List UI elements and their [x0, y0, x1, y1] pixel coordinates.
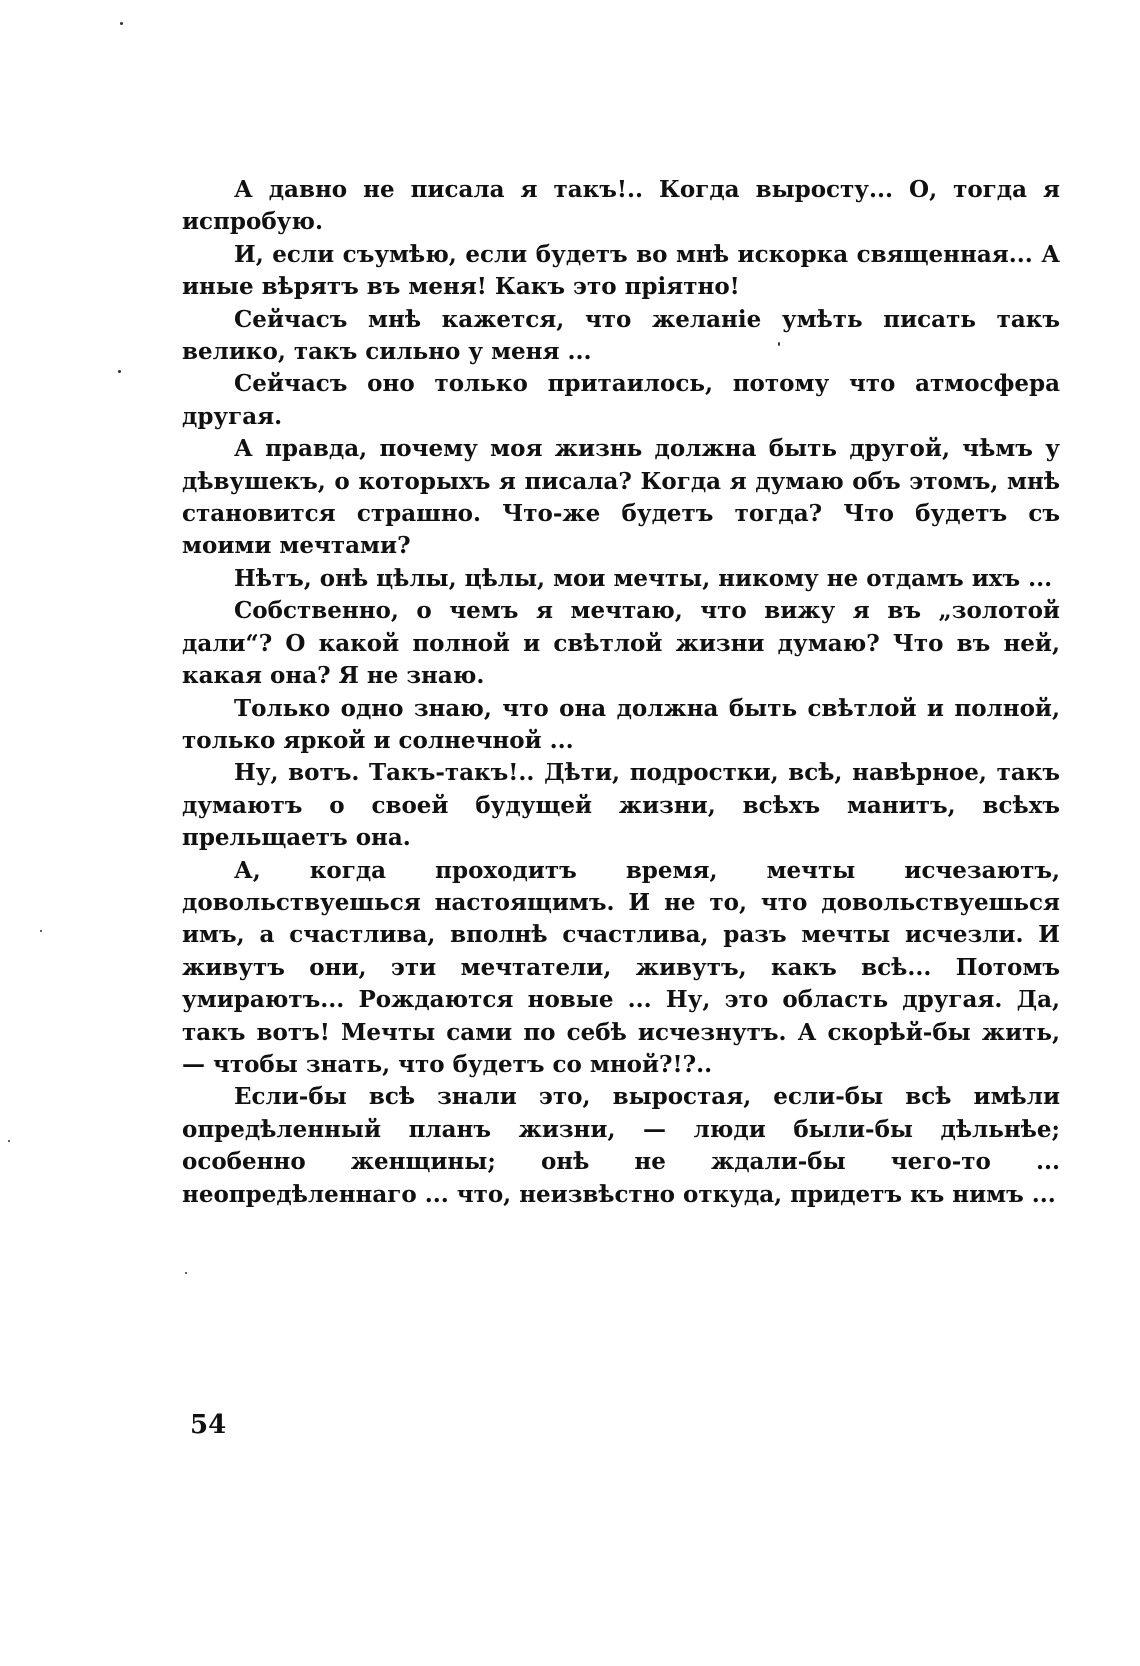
paragraph: Только одно знаю, что она должна быть свѣтлой и полной, только яркой и солнечной ...: [182, 694, 1060, 754]
paragraph: И, если съумѣю, если будетъ во мнѣ искорка священная... А иные вѣрятъ въ меня! Какъ это пріятно!: [182, 240, 1060, 301]
paragraph: А давно не писала я такъ!.. Когда выросту... О, тогда я испробую.: [182, 176, 1060, 236]
paragraph: А правда, почему моя жизнь должна быть другой, чѣмъ у дѣвушекъ, о которыхъ я писала? Когда я думаю объ этомъ, мнѣ становится страшно. Что-же будетъ тогда? Что будетъ съ моими мечтами?: [182, 435, 1060, 560]
body-text: [182, 174, 1060, 1211]
scan-speck: [185, 1272, 187, 1274]
scan-speck: [118, 370, 121, 373]
paragraph: Если-бы всѣ знали это, выростая, если-бы всѣ имѣли опредѣленный планъ жизни, — люди были-бы дѣльнѣе; особенно женщины; онѣ не ждали-бы чего-то ... неопредѣленнаго ... что, неизвѣстно откуда, придетъ къ нимъ ...: [182, 1083, 1060, 1208]
scan-speck: [40, 930, 42, 932]
paragraph: Сейчасъ оно только притаилось, потому что атмосфера другая.: [182, 370, 1060, 430]
paragraph: Нѣтъ, онѣ цѣлы, цѣлы, мои мечты, никому не отдамъ ихъ ...: [234, 564, 1053, 592]
scan-speck: [8, 1140, 10, 1142]
paragraph: Собственно, о чемъ я мечтаю, что вижу я въ „золотой дали“? О какой полной и свѣтлой жизни думаю? Что въ ней, какая она? Я не знаю.: [182, 597, 1060, 690]
scan-speck: [120, 22, 123, 25]
paragraph: Ну, вотъ. Такъ-такъ!.. Дѣти, подростки, всѣ, навѣрное, такъ думаютъ о своей будущей жизни, всѣхъ манитъ, всѣхъ прельщаетъ она.: [182, 759, 1060, 852]
paragraph: Сейчасъ мнѣ кажется, что желаніе умѣть писать такъ велико, такъ сильно у меня ...: [182, 305, 1060, 366]
page-number: 54: [190, 1410, 227, 1440]
paragraph: А, когда проходитъ время, мечты исчезаютъ, довольствуешься настоящимъ. И не то, что довольствуешься имъ, а счастлива, вполнѣ счастлива, разъ мечты исчезли. И живутъ они, эти мечтатели, живутъ, какъ всѣ... Потомъ умираютъ... Рождаются новые ... Ну, это область другая. Да, такъ вотъ! Мечты сами по себѣ исчезнутъ. А скорѣй-бы жить, — чтобы знать, что будетъ со мной?!?..: [182, 856, 1060, 1078]
